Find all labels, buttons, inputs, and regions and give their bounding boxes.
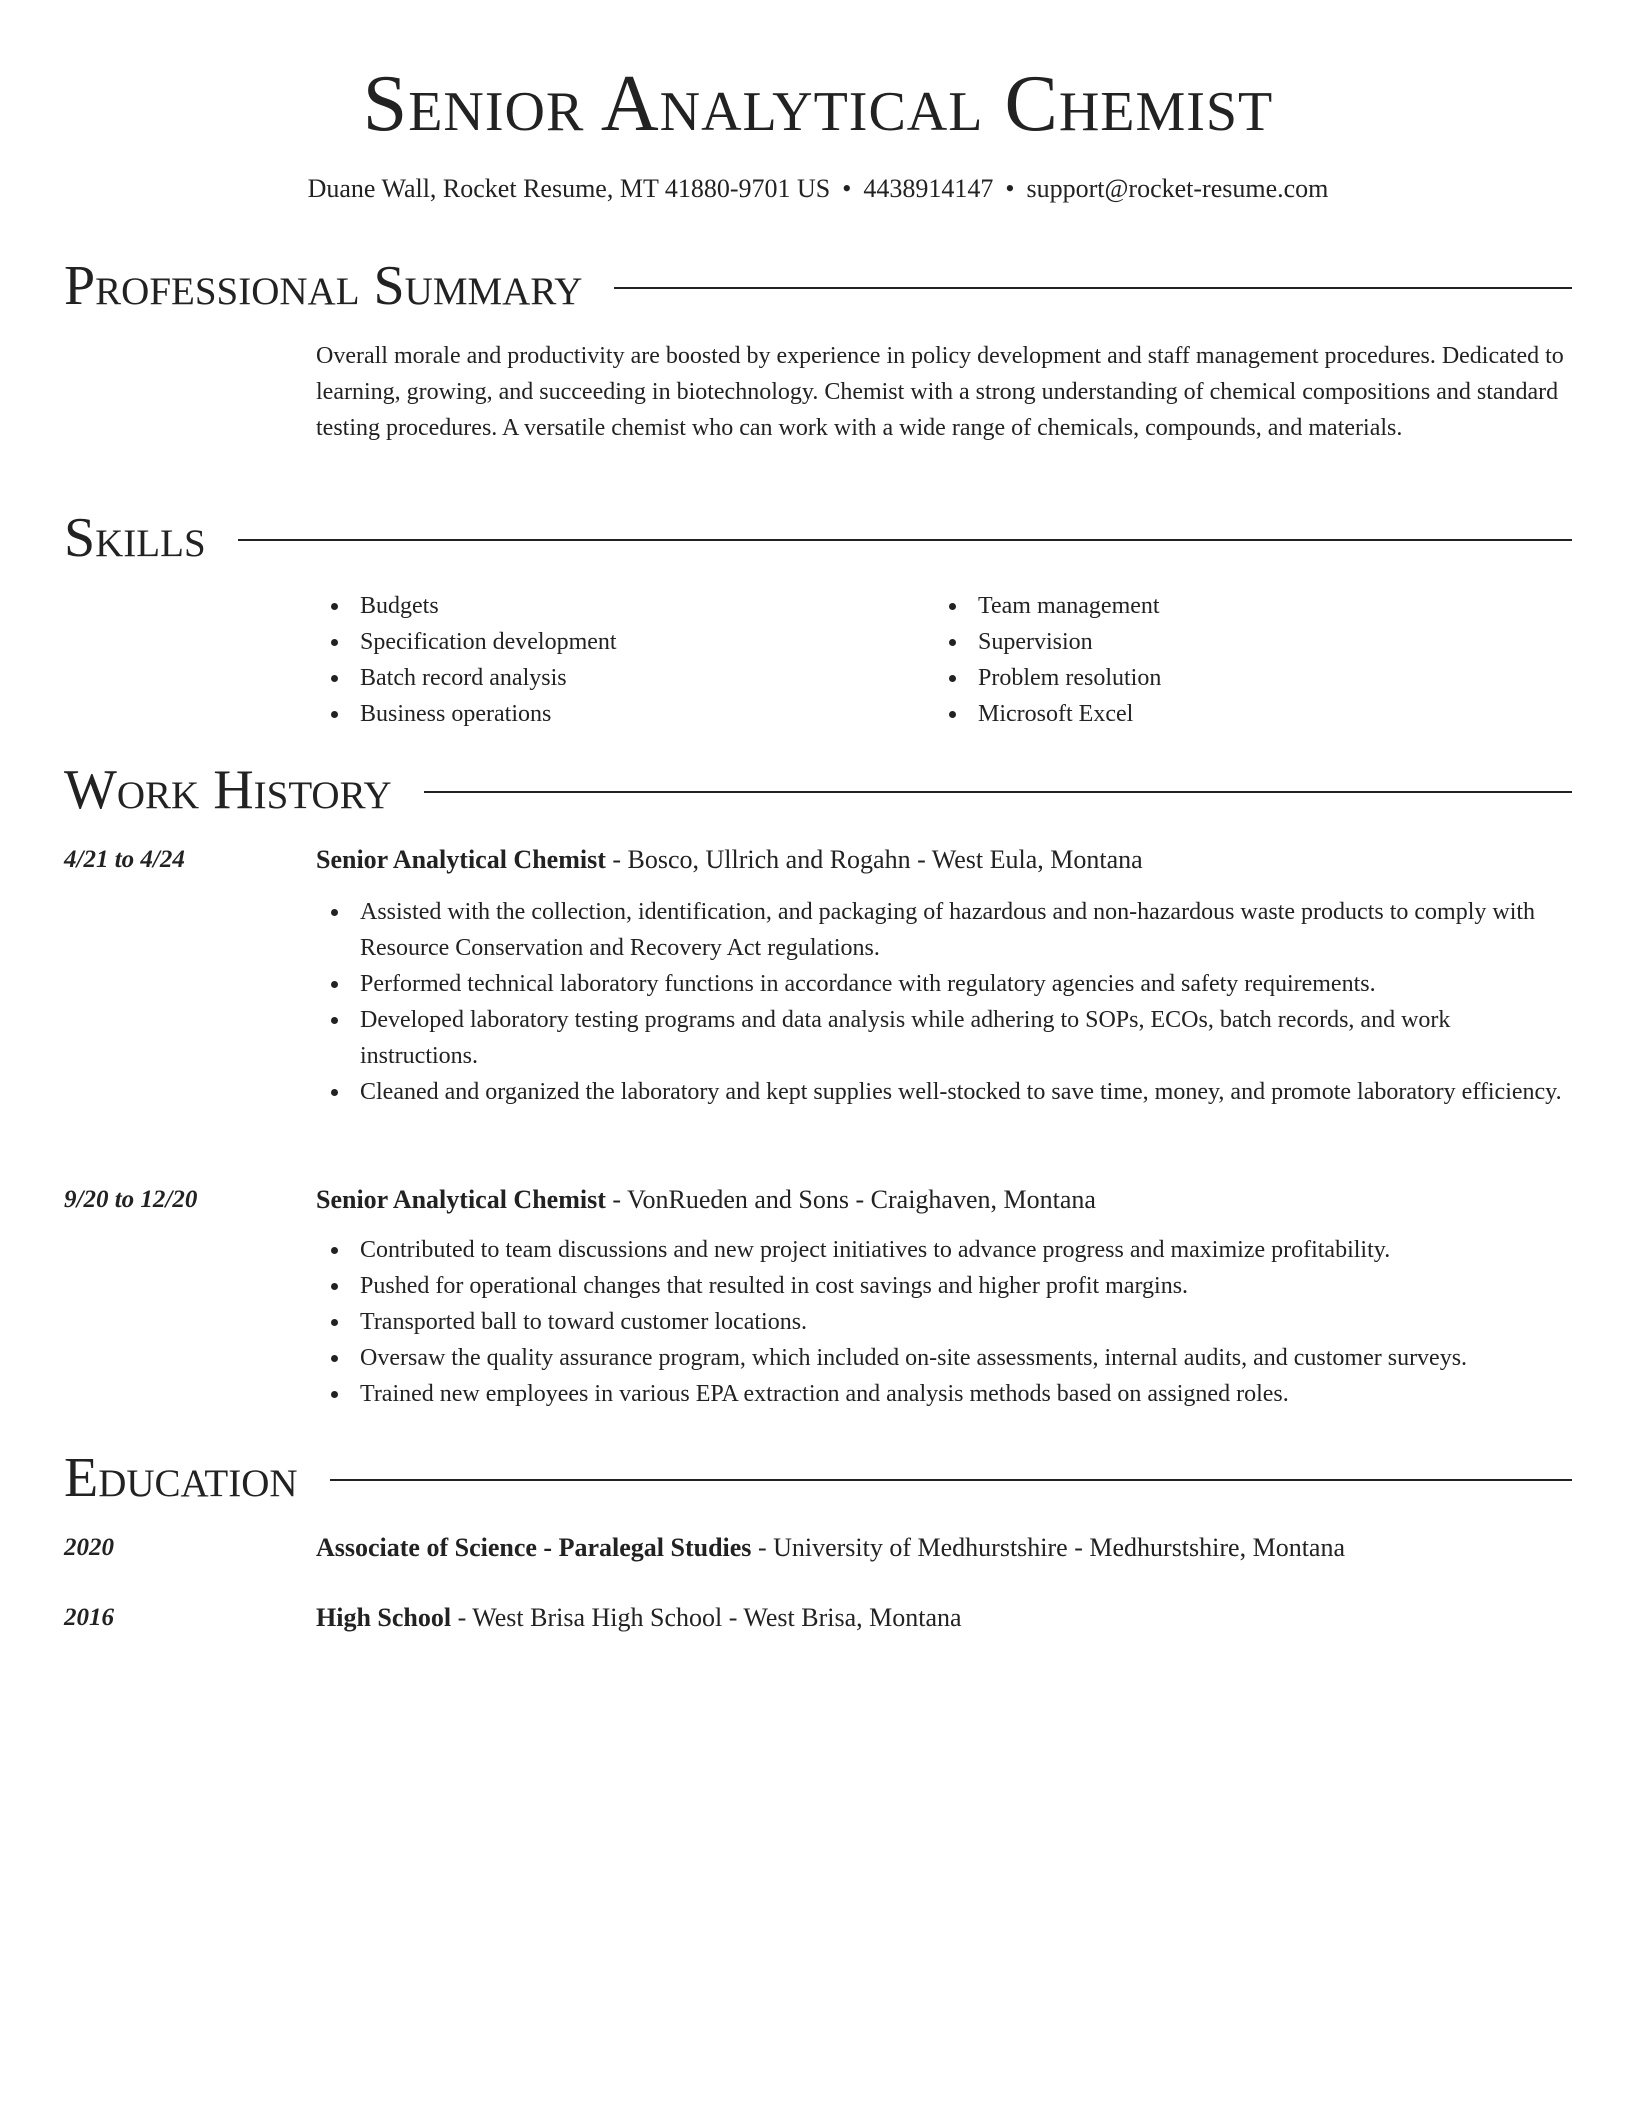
section-divider — [614, 287, 1572, 289]
contact-line — [64, 172, 1572, 206]
job-employer: - Bosco, Ullrich and Rogahn - West Eula, Montana — [605, 845, 1143, 874]
job-dates: 9/20 to 12/20 — [64, 1186, 198, 1213]
bullet-icon — [949, 711, 956, 718]
job-title: Senior Analytical Chemist — [316, 845, 606, 874]
education-heading: Education — [64, 1447, 298, 1509]
education-degree: Associate of Science - Paralegal Studies — [316, 1533, 752, 1562]
job-heading — [316, 842, 1143, 878]
job-duty-item: Contributed to team discussions and new project initiatives to advance progress and maximize profitability. — [316, 1232, 1572, 1268]
job-title: Senior Analytical Chemist — [316, 1185, 606, 1214]
bullet-icon — [331, 603, 338, 610]
contact-separator: • — [842, 174, 852, 203]
job-duty-item: Oversaw the quality assurance program, which included on-site assessments, internal audits, and customer surveys. — [316, 1340, 1572, 1376]
job-duty-list — [316, 894, 1572, 1110]
education-school: - West Brisa High School - West Brisa, Montana — [451, 1603, 962, 1632]
summary-header — [64, 256, 1572, 316]
job-heading — [316, 1182, 1096, 1218]
bullet-icon — [331, 981, 338, 988]
skills-column-left — [316, 588, 934, 732]
work-history-header — [64, 760, 1572, 820]
job-duty-item: Developed laboratory testing programs and data analysis while adhering to SOPs, ECOs, batch records, and work instructions. — [316, 1002, 1572, 1074]
education-header — [64, 1448, 1572, 1508]
skills-list-right — [934, 588, 1552, 732]
bullet-icon — [331, 711, 338, 718]
skills-list-left — [316, 588, 934, 732]
section-divider — [330, 1479, 1572, 1481]
bullet-icon — [331, 1391, 338, 1398]
contact-email[interactable]: support@rocket-resume.com — [1026, 174, 1329, 203]
skill-item: Specification development — [316, 624, 934, 660]
skills-header — [64, 508, 1572, 568]
skills-column-right — [934, 588, 1552, 732]
summary-heading: Professional Summary — [64, 255, 583, 317]
job-duty-item: Pushed for operational changes that resulted in cost savings and higher profit margins. — [316, 1268, 1572, 1304]
work-history-heading: Work History — [64, 759, 392, 821]
contact-separator: • — [1005, 174, 1015, 203]
job-duty-item: Cleaned and organized the laboratory and kept supplies well-stocked to save time, money, and promote laboratory efficiency. — [316, 1074, 1572, 1110]
education-entry — [316, 1530, 1345, 1566]
bullet-icon — [331, 1089, 338, 1096]
bullet-icon — [949, 675, 956, 682]
bullet-icon — [331, 1247, 338, 1254]
skill-item: Team management — [934, 588, 1552, 624]
skills-section — [64, 507, 1572, 727]
skill-item: Budgets — [316, 588, 934, 624]
summary-section — [64, 255, 1572, 441]
job-employer: - VonRueden and Sons - Craighaven, Montana — [605, 1185, 1096, 1214]
job-dates: 4/21 to 4/24 — [64, 846, 185, 873]
bullet-icon — [331, 1355, 338, 1362]
bullet-icon — [331, 675, 338, 682]
bullet-icon — [331, 639, 338, 646]
job-duty-item: Trained new employees in various EPA extraction and analysis methods based on assigned roles. — [316, 1376, 1572, 1412]
bullet-icon — [331, 1319, 338, 1326]
resume-page — [64, 0, 1572, 1632]
job-duty-item: Transported ball to toward customer locations. — [316, 1304, 1572, 1340]
section-divider — [238, 539, 1572, 541]
summary-body — [316, 338, 1572, 446]
skills-heading: Skills — [64, 507, 206, 569]
bullet-icon — [949, 603, 956, 610]
skill-item: Business operations — [316, 696, 934, 732]
skill-item: Problem resolution — [934, 660, 1552, 696]
summary-text: Overall morale and productivity are boosted by experience in policy development and staff management procedures. Dedicated to learning, growing, and succeeding in biotechnology. Chemist with a strong understanding of chemical compositions and standard testing procedures. A versatile chemist who can work with a wide range of chemicals, compounds, and materials. — [316, 343, 1564, 441]
skills-grid — [316, 588, 1572, 732]
job-duty-item: Assisted with the collection, identification, and packaging of hazardous and non-hazardous waste products to comply with Resource Conservation and Recovery Act regulations. — [316, 894, 1572, 966]
bullet-icon — [331, 1017, 338, 1024]
skill-item: Supervision — [934, 624, 1552, 660]
work-history-section — [64, 759, 1572, 1407]
skill-item: Batch record analysis — [316, 660, 934, 696]
education-year: 2020 — [64, 1534, 114, 1561]
resume-title: Senior Analytical Chemist — [362, 60, 1274, 148]
job-duties — [316, 894, 1572, 1110]
education-section — [64, 1447, 1572, 1632]
section-divider — [424, 791, 1572, 793]
education-school: - University of Medhurstshire - Medhurstshire, Montana — [751, 1533, 1345, 1562]
bullet-icon — [331, 1283, 338, 1290]
job-duty-list — [316, 1232, 1572, 1412]
job-duty-item: Performed technical laboratory functions in accordance with regulatory agencies and safety requirements. — [316, 966, 1572, 1002]
contact-phone: 4438914147 — [863, 174, 994, 203]
education-year: 2016 — [64, 1604, 114, 1631]
job-duties — [316, 1232, 1572, 1412]
contact-address: Duane Wall, Rocket Resume, MT 41880-9701 US — [307, 174, 831, 203]
education-degree: High School — [316, 1603, 452, 1632]
education-entry — [316, 1600, 962, 1636]
bullet-icon — [331, 909, 338, 916]
bullet-icon — [949, 639, 956, 646]
skill-item: Microsoft Excel — [934, 696, 1552, 732]
